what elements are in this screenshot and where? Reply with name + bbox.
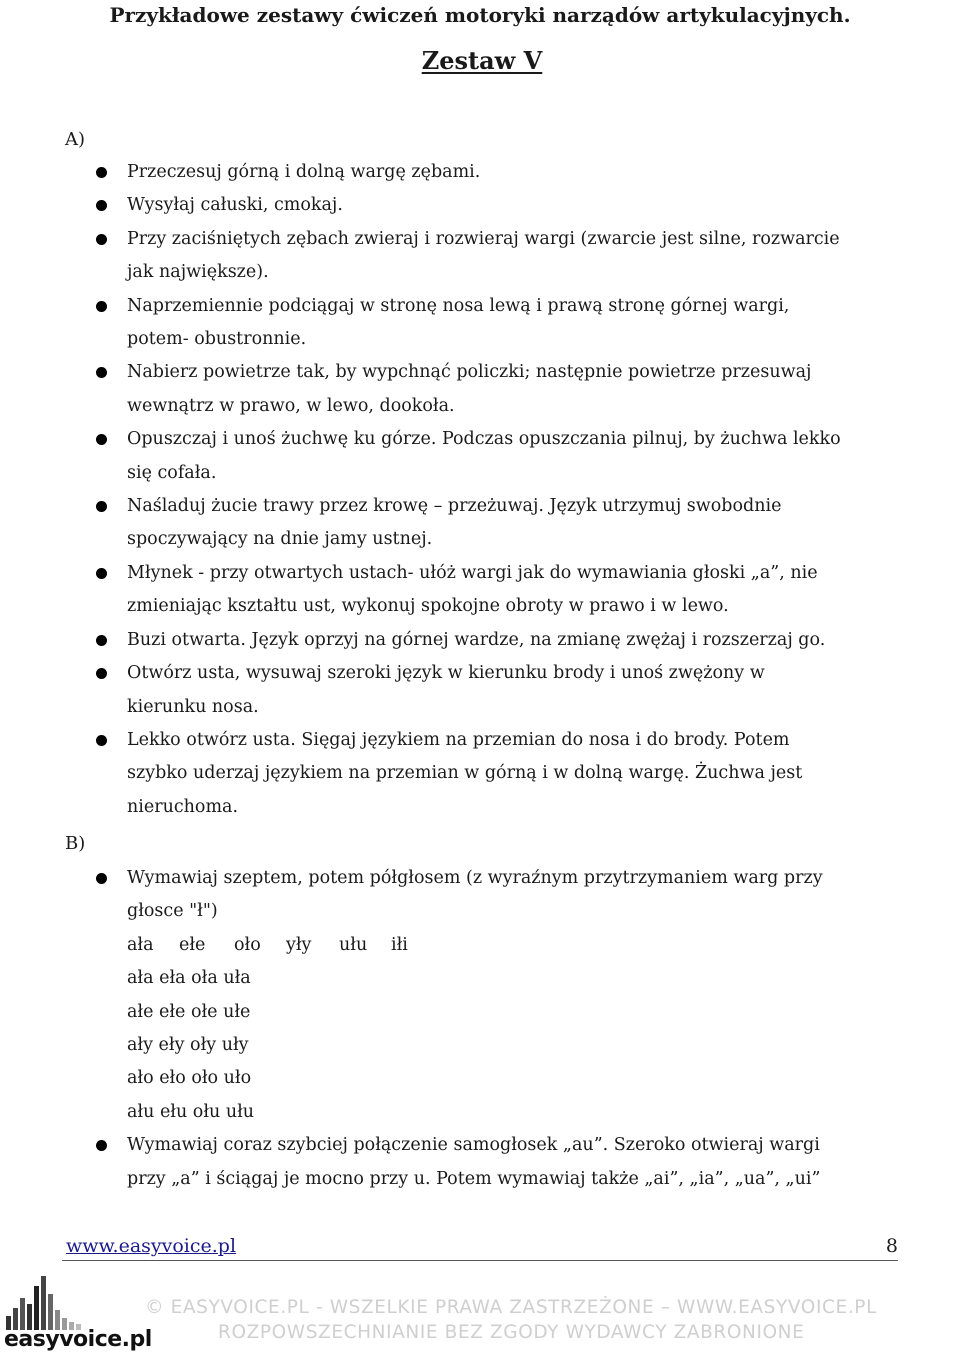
bullet-icon [96, 434, 107, 445]
bullet-icon [96, 873, 107, 884]
footer-divider [62, 1260, 898, 1261]
syllable: iłi [391, 934, 408, 955]
bullet-icon [96, 367, 107, 378]
syllable: oło [234, 934, 261, 955]
bullet-icon [96, 301, 107, 312]
syllable: ułu [339, 934, 368, 955]
page-number: 8 [885, 1235, 898, 1257]
exercise-line: Przy zaciśniętych zębach zwieraj i rozwieraj wargi (zwarcie jest silne, rozwarcie [127, 228, 840, 249]
list-item [127, 189, 927, 222]
exercise-line: Naprzemiennie podciągaj w stronę nosa lewą i prawą stronę górnej wargi, [127, 295, 790, 316]
bullet-icon [96, 668, 107, 679]
exercise-line: się cofała. [127, 462, 217, 483]
bullet-icon [96, 735, 107, 746]
exercise-line: jak największe). [127, 262, 269, 283]
list-item [127, 624, 927, 657]
list-item [127, 557, 927, 624]
exercise-line: Wymawiaj coraz szybciej połączenie samogłosek „au”. Szeroko otwieraj wargi [127, 1135, 820, 1156]
bullet-icon [96, 635, 107, 646]
exercise-line: Naśladuj żucie trawy przez krowę – przeżuwaj. Język utrzymuj swobodnie [127, 496, 782, 517]
exercise-line: spoczywający na dnie jamy ustnej. [127, 529, 433, 550]
syllable: ała [127, 934, 154, 955]
bullet-icon [96, 501, 107, 512]
bullet-icon [96, 234, 107, 245]
exercise-line: kierunku nosa. [127, 696, 259, 717]
syllable-row: ało eło oło uło [127, 1068, 252, 1089]
logo-text: easyvoice.pl [4, 1327, 152, 1352]
exercise-line: Wysyłaj całuski, cmokaj. [127, 195, 343, 216]
set-title: Zestaw V [421, 46, 543, 75]
exercise-line: Młynek - przy otwartych ustach- ułóż wargi jak do wymawiania głoski „a”, nie [127, 562, 818, 583]
copyright-line: © EASYVOICE.PL - WSZELKIE PRAWA ZASTRZEŻONE – WWW.EASYVOICE.PL [145, 1297, 877, 1318]
bullet-icon [96, 200, 107, 211]
bullet-icon [96, 1140, 107, 1151]
website-link[interactable]: www.easyvoice.pl [66, 1235, 237, 1257]
section-a-exercise-list [127, 156, 927, 824]
list-item [127, 1129, 927, 1196]
exercise-line: Otwórz usta, wysuwaj szeroki język w kierunku brody i unoś zwężony w [127, 663, 765, 684]
syllable: ełe [179, 934, 206, 955]
list-item [127, 423, 927, 490]
exercise-line: zmieniając kształtu ust, wykonuj spokojne obroty w prawo i w lewo. [127, 596, 729, 617]
section-b-exercise-list [127, 862, 927, 1196]
syllable-row: ałe ełe ołe ułe [127, 1001, 251, 1022]
list-item [127, 290, 927, 357]
exercise-line: Wymawiaj szeptem, potem półgłosem (z wyraźnym przytrzymaniem warg przy [127, 868, 823, 888]
exercise-line: szybko uderzaj językiem na przemian w górną i w dolną wargę. Żuchwa jest [127, 763, 803, 784]
easyvoice-logo [4, 1276, 152, 1352]
exercise-line: Buzi otwarta. Język oprzyj na górnej wardze, na zmianę zwężaj i rozszerzaj go. [127, 629, 826, 650]
sound-bars-icon [4, 1276, 128, 1330]
syllable-row: ały eły oły uły [127, 1035, 249, 1056]
bullet-icon [96, 568, 107, 579]
exercise-line: Nabierz powietrze tak, by wypchnąć policzki; następnie powietrze przesuwaj [127, 362, 812, 383]
section-a-label: A) [65, 129, 86, 150]
syllable-row: ału ełu ołu ułu [127, 1101, 255, 1122]
section-b-label: B) [65, 833, 86, 854]
exercise-line: Przeczesuj górną i dolną wargę zębami. [127, 162, 481, 182]
copyright-line: ROZPOWSZECHNIANIE BEZ ZGODY WYDAWCY ZABRONIONE [218, 1322, 805, 1343]
list-item [127, 490, 927, 557]
exercise-line: wewnątrz w prawo, w lewo, dookoła. [127, 395, 455, 416]
list-item [127, 156, 927, 189]
exercise-line: przy „a” i ściągaj je mocno przy u. Potem wymawiaj także „ai”, „ia”, „ua”, „ui” [127, 1168, 821, 1189]
exercise-line: Opuszczaj i unoś żuchwę ku górze. Podczas opuszczania pilnuj, by żuchwa lekko [127, 429, 841, 450]
syllable-row: ała eła oła uła [127, 968, 251, 989]
exercise-line: potem- obustronnie. [127, 329, 307, 350]
exercise-line: głosce "ł") [127, 901, 218, 922]
list-item [127, 657, 927, 724]
exercise-line: nieruchoma. [127, 796, 239, 817]
list-item [127, 862, 927, 1129]
document-header: Przykładowe zestawy ćwiczeń motoryki narządów artykulacyjnych. [109, 3, 851, 27]
syllable-row-spaced [127, 929, 927, 962]
bullet-icon [96, 167, 107, 178]
list-item [127, 724, 927, 824]
exercise-line: Lekko otwórz usta. Sięgaj językiem na przemian do nosa i do brody. Potem [127, 729, 790, 750]
list-item [127, 223, 927, 290]
list-item [127, 356, 927, 423]
syllable: yły [286, 934, 312, 955]
